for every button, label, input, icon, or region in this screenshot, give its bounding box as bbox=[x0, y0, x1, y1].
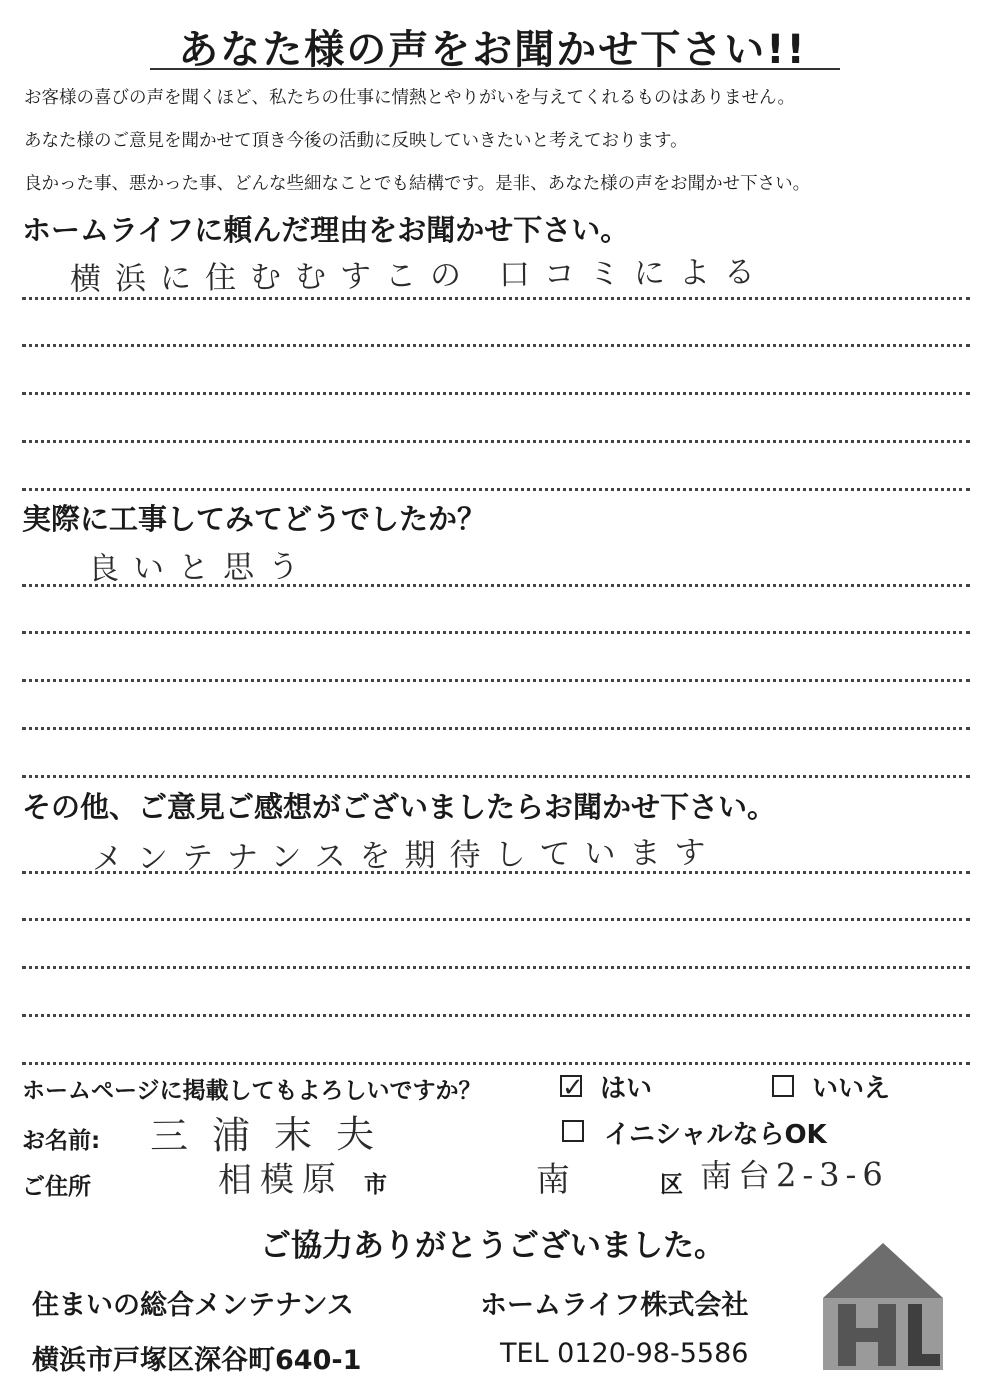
question-1-heading: ホームライフに頼んだ理由をお聞かせ下さい。 bbox=[22, 213, 630, 247]
answer-line bbox=[22, 775, 970, 778]
form-title: あなた様の声をお聞かせ下さい!! bbox=[178, 27, 807, 73]
name-value[interactable]: 三浦末夫 bbox=[149, 1111, 399, 1159]
check-mark-icon: ✓ bbox=[562, 1073, 584, 1103]
company-tel: TEL 0120-98-5586 bbox=[500, 1338, 749, 1369]
address-ward[interactable]: 南 bbox=[535, 1159, 585, 1201]
no-checkbox[interactable] bbox=[772, 1075, 794, 1097]
answer-line bbox=[22, 1062, 970, 1065]
company-tagline: 住まいの総合メンテナンス bbox=[32, 1290, 354, 1321]
answer-line bbox=[22, 918, 970, 921]
question-1-answer[interactable]: 横浜に住むむすこの 口コミによる bbox=[69, 254, 770, 298]
initial-label: イニシャルならOK bbox=[604, 1120, 827, 1150]
question-3-answer[interactable]: メンテナンスを期待しています bbox=[91, 834, 720, 878]
yes-label: はい bbox=[600, 1074, 653, 1104]
answer-line bbox=[22, 727, 970, 730]
thanks-message: ご協力ありがとうございました。 bbox=[260, 1228, 725, 1264]
yes-checkbox[interactable] bbox=[560, 1073, 584, 1103]
answer-line bbox=[22, 344, 970, 347]
name-label: お名前: bbox=[22, 1128, 101, 1154]
initial-checkbox[interactable] bbox=[562, 1120, 584, 1142]
company-name: ホームライフ株式会社 bbox=[480, 1290, 749, 1321]
city-suffix: 市 bbox=[364, 1172, 387, 1198]
address-city[interactable]: 相模原 bbox=[217, 1159, 345, 1201]
intro-line-2: あなた様のご意見を聞かせて頂き今後の活動に反映していきたいと考えております。 bbox=[24, 131, 688, 151]
answer-line bbox=[22, 631, 970, 634]
answer-line bbox=[22, 1014, 970, 1017]
company-logo-icon bbox=[818, 1240, 948, 1375]
question-2-heading: 実際に工事してみてどうでしたか？ bbox=[22, 502, 487, 536]
answer-line bbox=[22, 440, 970, 443]
address-detail[interactable]: 南台2-3-6 bbox=[699, 1155, 889, 1195]
answer-line bbox=[22, 584, 970, 587]
ward-suffix: 区 bbox=[660, 1172, 683, 1198]
no-label: いいえ bbox=[812, 1074, 891, 1104]
intro-line-1: お客様の喜びの声を聞くほど、私たちの仕事に情熱とやりがいを与えてくれるものはありません。 bbox=[24, 88, 796, 108]
answer-line bbox=[22, 679, 970, 682]
company-address: 横浜市戸塚区深谷町640-1 bbox=[32, 1345, 362, 1376]
question-3-heading: その他、ご意見ご感想がございましたらお聞かせ下さい。 bbox=[22, 790, 777, 824]
answer-line bbox=[22, 392, 970, 395]
answer-line bbox=[22, 966, 970, 969]
question-2-answer[interactable]: 良いと思う bbox=[87, 548, 314, 588]
publish-question: ホームページに掲載してもよろしいですか？ bbox=[22, 1078, 482, 1104]
answer-line bbox=[22, 488, 970, 491]
logo-roof bbox=[823, 1243, 943, 1298]
answer-line bbox=[22, 297, 970, 300]
intro-line-3: 良かった事、悪かった事、どんな些細なことでも結構です。是非、あなた様の声をお聞かせ下さい。 bbox=[24, 174, 811, 194]
answer-line bbox=[22, 871, 970, 874]
address-label: ご住所 bbox=[22, 1174, 91, 1200]
title-underline bbox=[150, 68, 840, 70]
